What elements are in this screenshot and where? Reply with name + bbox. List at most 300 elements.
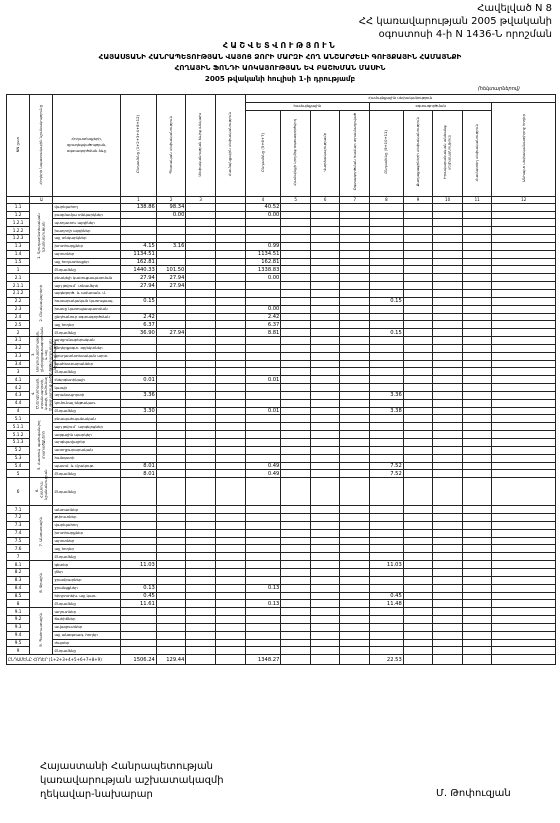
header-c7: Օգտագործման համար տրամադրված <box>340 110 370 196</box>
table-row <box>7 561 556 569</box>
table-row <box>7 415 556 423</box>
cell-empty <box>492 305 556 313</box>
report-title: ՀԱՇՎԵՏՎՈՒԹՅՈՒՆ <box>222 41 338 50</box>
table-row <box>7 250 556 258</box>
row-name: բազմամյա տնկարկներ <box>53 211 121 219</box>
cell-c3 <box>215 454 245 462</box>
table-row <box>7 407 556 415</box>
cell-c2 <box>186 446 216 454</box>
grand-total: 1506.24 <box>120 655 156 665</box>
cell-c2 <box>186 647 216 655</box>
cell-c8 <box>370 478 404 506</box>
cell-c8 <box>370 529 404 537</box>
cell-c8: 0.45 <box>370 592 404 600</box>
cell-total <box>120 415 156 423</box>
cell-c8 <box>370 344 404 352</box>
cell-empty <box>310 616 340 624</box>
cell-empty <box>462 274 492 282</box>
cell-c3 <box>215 545 245 553</box>
cell-empty <box>340 407 370 415</box>
appendix-header <box>359 2 552 41</box>
cell-c1 <box>156 391 186 399</box>
header-c9: Քաղաքացիների սեփականություն <box>403 110 433 196</box>
cell-empty <box>403 431 433 439</box>
cell-c1 <box>156 235 186 243</box>
unit-label: (հեկտարներով) <box>477 86 520 92</box>
cell-empty <box>462 506 492 514</box>
table-row <box>7 235 556 243</box>
cell-c1 <box>156 478 186 506</box>
cell-total <box>120 227 156 235</box>
cell-empty <box>462 631 492 639</box>
cell-empty <box>403 407 433 415</box>
cell-c3 <box>215 553 245 561</box>
grand-total-label: ԸՆԴԱՄԵՆԸ ՀՈՂԵՐ (1+2+3+4+5+6+7+8+9) <box>7 655 121 665</box>
cell-c8 <box>370 639 404 647</box>
cell-empty <box>340 592 370 600</box>
cell-total <box>120 235 156 243</box>
cell-empty <box>462 211 492 219</box>
cell-empty <box>403 211 433 219</box>
cell-empty <box>340 203 370 211</box>
cell-c1 <box>156 514 186 522</box>
row-name: տրանսպորտի <box>53 391 121 399</box>
cell-c1 <box>156 423 186 431</box>
row-code: 1.5 <box>7 258 30 266</box>
cell-c2 <box>186 399 216 407</box>
row-name: աղուտներ <box>53 608 121 616</box>
cell-empty <box>281 399 311 407</box>
cell-empty <box>340 337 370 345</box>
cell-c2 <box>186 514 216 522</box>
cell-c1 <box>156 561 186 569</box>
section-label: 7. Անտառային <box>30 506 53 561</box>
row-code: 2.1 <box>7 274 30 282</box>
row-name: Ընդամենը <box>53 266 121 274</box>
colnum-2: 2 <box>156 196 186 203</box>
row-code: 5.1.2 <box>7 431 30 439</box>
cell-c1 <box>156 446 186 454</box>
cell-empty <box>340 616 370 624</box>
cell-empty <box>403 600 433 608</box>
cell-empty <box>492 407 556 415</box>
cell-c4 <box>245 478 281 506</box>
row-name: Ընդամենը <box>53 600 121 608</box>
cell-empty <box>403 289 433 297</box>
row-name: ջրամբարներ <box>53 576 121 584</box>
row-name: խառը կառուցապատման <box>53 305 121 313</box>
cell-total <box>120 211 156 219</box>
cell-c4 <box>245 631 281 639</box>
cell-empty <box>492 639 556 647</box>
cell-c4: 0.49 <box>245 462 281 470</box>
cell-empty <box>462 545 492 553</box>
row-name: լճեր <box>53 568 121 576</box>
cell-empty <box>492 514 556 522</box>
cell-c3 <box>215 439 245 447</box>
grand-c4: 1348.27 <box>245 655 281 665</box>
row-code: 5.1.1 <box>7 423 30 431</box>
row-code: 8.1 <box>7 561 30 569</box>
colnum-10: 10 <box>433 196 463 203</box>
cell-empty <box>340 462 370 470</box>
row-name: արոտներ <box>53 250 121 258</box>
table-row <box>7 242 556 250</box>
cell-c2 <box>186 454 216 462</box>
cell-c1 <box>156 227 186 235</box>
cell-c2 <box>186 608 216 616</box>
cell-empty <box>340 415 370 423</box>
cell-c2 <box>186 478 216 506</box>
cell-total: 1440.33 <box>120 266 156 274</box>
row-code: 5.4 <box>7 462 30 470</box>
row-name: Ընդամենը <box>53 368 121 376</box>
row-code: 7.5 <box>7 537 30 545</box>
cell-empty <box>310 211 340 219</box>
cell-empty <box>492 608 556 616</box>
cell-empty <box>310 313 340 321</box>
cell-empty <box>340 321 370 329</box>
header-group-b: օգտագործման <box>370 102 492 110</box>
row-name: այգեգործ. և ամառան. մ. <box>53 289 121 297</box>
cell-empty <box>433 462 463 470</box>
cell-empty <box>340 368 370 376</box>
cell-empty <box>403 219 433 227</box>
cell-empty <box>433 344 463 352</box>
cell-empty <box>310 439 340 447</box>
cell-empty <box>340 439 370 447</box>
row-code: 9.3 <box>7 623 30 631</box>
cell-empty <box>433 297 463 305</box>
cell-c3 <box>215 360 245 368</box>
cell-empty <box>403 639 433 647</box>
row-code: 7.4 <box>7 529 30 537</box>
table-row <box>7 399 556 407</box>
cell-empty <box>281 478 311 506</box>
cell-empty <box>281 584 311 592</box>
header-c8: Ընդամենը (9+10+11) <box>370 110 404 196</box>
cell-empty <box>462 360 492 368</box>
header-c1: Պետական սեփականություն <box>156 95 186 197</box>
row-name: գետեր <box>53 561 121 569</box>
cell-empty <box>310 608 340 616</box>
header-category: Հողերի նպատակային նշանակությունը <box>30 95 53 197</box>
row-code: 7.6 <box>7 545 30 553</box>
cell-empty <box>340 242 370 250</box>
cell-empty <box>492 553 556 561</box>
row-name: այլ անօգտագ. հողեր <box>53 631 121 639</box>
cell-empty <box>340 258 370 266</box>
cell-empty <box>492 399 556 407</box>
cell-empty <box>492 415 556 423</box>
cell-c2 <box>186 297 216 305</box>
cell-empty <box>403 258 433 266</box>
row-code: 1.2 <box>7 211 30 219</box>
row-code: 2.4 <box>7 313 30 321</box>
cell-empty <box>281 568 311 576</box>
cell-c1: 27.94 <box>156 329 186 337</box>
table-row <box>7 321 556 329</box>
cell-empty <box>492 203 556 211</box>
colnum-7: 7 <box>340 196 370 203</box>
cell-total <box>120 545 156 553</box>
row-code: 9.4 <box>7 631 30 639</box>
cell-c8 <box>370 305 404 313</box>
cell-c8 <box>370 623 404 631</box>
cell-empty <box>433 478 463 506</box>
cell-c2 <box>186 553 216 561</box>
header-total: Ընդամենը (1+2+3+4+8+12) <box>120 95 156 197</box>
cell-total: 3.30 <box>120 407 156 415</box>
cell-c2 <box>186 439 216 447</box>
cell-c1 <box>156 553 186 561</box>
cell-empty <box>310 478 340 506</box>
cell-empty <box>492 616 556 624</box>
cell-empty <box>281 321 311 329</box>
section-label: 1. Գյուղատնտեսական նշանակության <box>30 203 53 274</box>
row-name: արոտներ <box>53 537 121 545</box>
row-name: Ընդամենը <box>53 470 121 478</box>
row-code: 3 <box>7 368 30 376</box>
cell-c1 <box>156 529 186 537</box>
cell-c3 <box>215 305 245 313</box>
header-c10: Իրավաբանական անձանց սեփականություն <box>433 110 463 196</box>
row-name: պահեստարաններ <box>53 360 121 368</box>
cell-empty <box>340 568 370 576</box>
colnum-a: Ա <box>30 196 53 203</box>
cell-c3 <box>215 321 245 329</box>
cell-c8 <box>370 289 404 297</box>
cell-empty <box>340 305 370 313</box>
cell-c2 <box>186 313 216 321</box>
cell-c3 <box>215 506 245 514</box>
cell-empty <box>310 545 340 553</box>
cell-c3 <box>215 631 245 639</box>
cell-c2 <box>186 258 216 266</box>
cell-empty <box>433 576 463 584</box>
row-name: այդ թվում` արգելոցներ <box>53 423 121 431</box>
cell-total <box>120 305 156 313</box>
cell-empty <box>281 616 311 624</box>
cell-empty <box>433 266 463 274</box>
row-name: Ընդամենը <box>53 478 121 506</box>
land-fund-table <box>6 94 556 665</box>
cell-c4 <box>245 423 281 431</box>
cell-c8 <box>370 368 404 376</box>
cell-c4 <box>245 553 281 561</box>
row-code: 3.2 <box>7 344 30 352</box>
cell-empty <box>310 360 340 368</box>
cell-c1 <box>156 537 186 545</box>
cell-c4: 1338.83 <box>245 266 281 274</box>
cell-empty <box>310 227 340 235</box>
cell-total: 3.36 <box>120 391 156 399</box>
cell-empty <box>403 545 433 553</box>
cell-empty <box>281 203 311 211</box>
cell-c3 <box>215 521 245 529</box>
cell-c4 <box>245 431 281 439</box>
cell-empty <box>281 337 311 345</box>
cell-empty <box>403 568 433 576</box>
cell-empty <box>492 545 556 553</box>
cell-c8 <box>370 576 404 584</box>
cell-empty <box>433 242 463 250</box>
cell-c4: 8.81 <box>245 329 281 337</box>
cell-empty <box>492 384 556 392</box>
header-code: NN ըստ <box>7 95 30 197</box>
section-label: 2. Բնակավայրերի <box>30 274 53 337</box>
report-date: 2005 թվականի հուլիսի 1-ի դրությամբ <box>204 74 356 83</box>
cell-empty <box>340 647 370 655</box>
cell-c3 <box>215 337 245 345</box>
row-code: 9 <box>7 647 30 655</box>
cell-empty <box>310 631 340 639</box>
cell-c8 <box>370 431 404 439</box>
cell-empty <box>403 478 433 506</box>
cell-c8 <box>370 360 404 368</box>
cell-empty <box>492 391 556 399</box>
row-name: գյուղատնտեսական արտ. <box>53 352 121 360</box>
cell-c1 <box>156 521 186 529</box>
row-code: 5.1.3 <box>7 439 30 447</box>
row-name: պտղատու այգիներ <box>53 219 121 227</box>
cell-c3 <box>215 446 245 454</box>
cell-empty <box>433 423 463 431</box>
cell-empty <box>462 258 492 266</box>
cell-empty <box>281 415 311 423</box>
cell-empty <box>281 514 311 522</box>
row-code: 2.5 <box>7 321 30 329</box>
row-code: 1.2.1 <box>7 219 30 227</box>
cell-c4: 0.49 <box>245 470 281 478</box>
cell-c2 <box>186 305 216 313</box>
table-row <box>7 274 556 282</box>
cell-empty <box>492 274 556 282</box>
cell-empty <box>281 446 311 454</box>
cell-c8 <box>370 439 404 447</box>
cell-c1 <box>156 600 186 608</box>
cell-empty <box>462 462 492 470</box>
cell-empty <box>310 242 340 250</box>
cell-empty <box>281 423 311 431</box>
cell-c8 <box>370 608 404 616</box>
cell-empty <box>403 561 433 569</box>
cell-c1 <box>156 454 186 462</box>
cell-empty <box>403 529 433 537</box>
cell-empty <box>310 446 340 454</box>
cell-c8 <box>370 568 404 576</box>
cell-total <box>120 608 156 616</box>
cell-c3 <box>215 407 245 415</box>
colnum-6: 6 <box>310 196 340 203</box>
cell-c2 <box>186 423 216 431</box>
cell-empty <box>492 423 556 431</box>
cell-empty <box>403 647 433 655</box>
cell-c4: 0.13 <box>245 584 281 592</box>
cell-c8 <box>370 506 404 514</box>
cell-empty <box>340 639 370 647</box>
cell-empty <box>281 470 311 478</box>
row-name: արգելավայրեր <box>53 439 121 447</box>
cell-empty <box>186 655 216 665</box>
row-code: 9.1 <box>7 608 30 616</box>
cell-empty <box>281 407 311 415</box>
cell-empty <box>403 274 433 282</box>
cell-c4 <box>245 506 281 514</box>
cell-c4 <box>245 561 281 569</box>
cell-c4 <box>245 514 281 522</box>
cell-empty <box>492 344 556 352</box>
cell-total <box>120 219 156 227</box>
cell-empty <box>281 647 311 655</box>
header-c3: Համայնքային սեփականություն <box>215 95 245 197</box>
cell-empty <box>492 470 556 478</box>
cell-c1 <box>156 623 186 631</box>
cell-c3 <box>215 329 245 337</box>
cell-c3 <box>215 219 245 227</box>
table-row <box>7 600 556 608</box>
cell-empty <box>462 352 492 360</box>
cell-c4 <box>245 282 281 290</box>
cell-c2 <box>186 521 216 529</box>
cell-c4 <box>245 391 281 399</box>
cell-empty <box>310 537 340 545</box>
cell-empty <box>310 576 340 584</box>
cell-empty <box>281 305 311 313</box>
cell-c4: 0.00 <box>245 274 281 282</box>
cell-empty <box>492 289 556 297</box>
cell-c1 <box>156 568 186 576</box>
cell-total <box>120 360 156 368</box>
row-code: 4.3 <box>7 391 30 399</box>
cell-c3 <box>215 584 245 592</box>
cell-total <box>120 576 156 584</box>
cell-empty <box>403 242 433 250</box>
cell-empty <box>462 576 492 584</box>
cell-empty <box>310 553 340 561</box>
cell-empty <box>433 305 463 313</box>
cell-empty <box>310 584 340 592</box>
cell-c4 <box>245 529 281 537</box>
cell-empty <box>340 553 370 561</box>
cell-c8 <box>370 584 404 592</box>
table-row <box>7 384 556 392</box>
cell-empty <box>310 639 340 647</box>
cell-empty <box>462 242 492 250</box>
cell-c4 <box>245 623 281 631</box>
cell-empty <box>215 655 245 665</box>
cell-empty <box>433 407 463 415</box>
footer-signer-name: Մ. Թոփուզյան <box>436 788 511 799</box>
cell-empty <box>462 289 492 297</box>
cell-empty <box>462 407 492 415</box>
cell-empty <box>462 313 492 321</box>
footer-line-2: կառավարության աշխատակազմի <box>40 775 224 786</box>
cell-c2 <box>186 391 216 399</box>
cell-c1: 0.00 <box>156 211 186 219</box>
table-row <box>7 360 556 368</box>
cell-empty <box>310 600 340 608</box>
row-name: ազգային պարկեր <box>53 431 121 439</box>
cell-empty <box>403 537 433 545</box>
cell-empty <box>433 655 463 665</box>
cell-empty <box>340 529 370 537</box>
cell-total: 36.90 <box>120 329 156 337</box>
cell-empty <box>492 446 556 454</box>
cell-c1 <box>156 399 186 407</box>
table-row <box>7 431 556 439</box>
footer-line-3: ղեկավար-նախարար <box>40 789 153 800</box>
